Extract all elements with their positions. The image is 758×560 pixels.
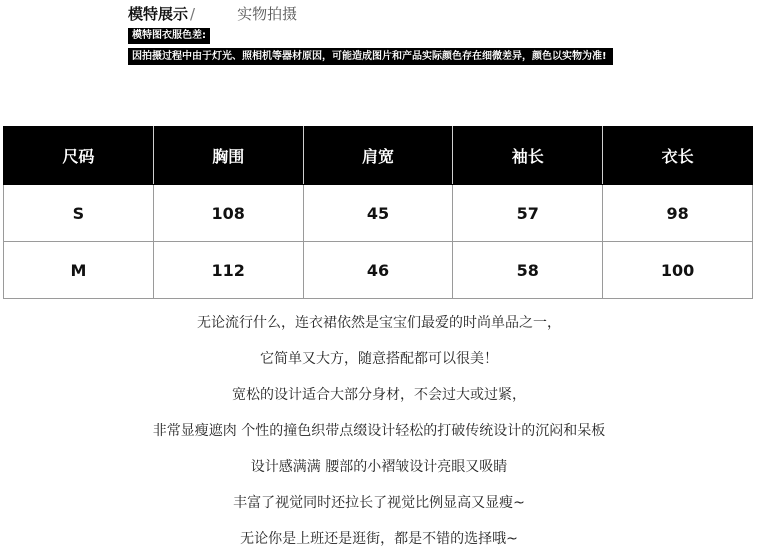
cell-chest: 112 [153,242,303,299]
header-shoulder: 肩宽 [303,127,453,185]
cell-sleeve: 58 [453,242,603,299]
cell-shoulder: 45 [303,185,453,242]
description-line: 无论你是上班还是逛街，都是不错的选择哦~ [240,531,518,547]
description-line: 设计感满满 腰部的小褶皱设计亮眼又吸睛 [250,459,508,475]
cell-length: 100 [603,242,753,299]
header-sleeve: 袖长 [453,127,603,185]
description-line: 非常显瘦遮肉 个性的撞色织带点缀设计轻松的打破传统设计的沉闷和呆板 [152,423,606,439]
cell-length: 98 [603,185,753,242]
color-note-label: 模特图衣服色差: [128,28,210,44]
description-line: 宽松的设计适合大部分身材，不会过大或过紧， [232,387,526,403]
header-slash: / [190,5,196,23]
cell-size: S [4,185,154,242]
size-table-header-row [4,127,753,185]
header-length: 衣长 [603,127,753,185]
cell-chest: 108 [153,185,303,242]
cell-size: M [4,242,154,299]
description-line: 无论流行什么，连衣裙依然是宝宝们最爱的时尚单品之一， [197,315,561,331]
product-description [0,308,758,560]
header-size: 尺码 [4,127,154,185]
table-row [4,185,753,242]
cell-shoulder: 46 [303,242,453,299]
description-line: 它简单又大方，随意搭配都可以很美！ [260,351,498,367]
cell-sleeve: 57 [453,185,603,242]
header-chest: 胸围 [153,127,303,185]
table-row [4,242,753,299]
description-line: 丰富了视觉同时还拉长了视觉比例显高又显瘦~ [233,495,525,511]
size-table [3,126,753,299]
header-subtitle: 实物拍摄 [237,5,298,23]
page-header [128,3,297,24]
color-note-text: 因拍摄过程中由于灯光、照相机等器材原因，可能造成图片和产品实际颜色存在细微差异，颜色以实物为准! [128,48,613,65]
header-title: 模特展示 [128,5,189,23]
